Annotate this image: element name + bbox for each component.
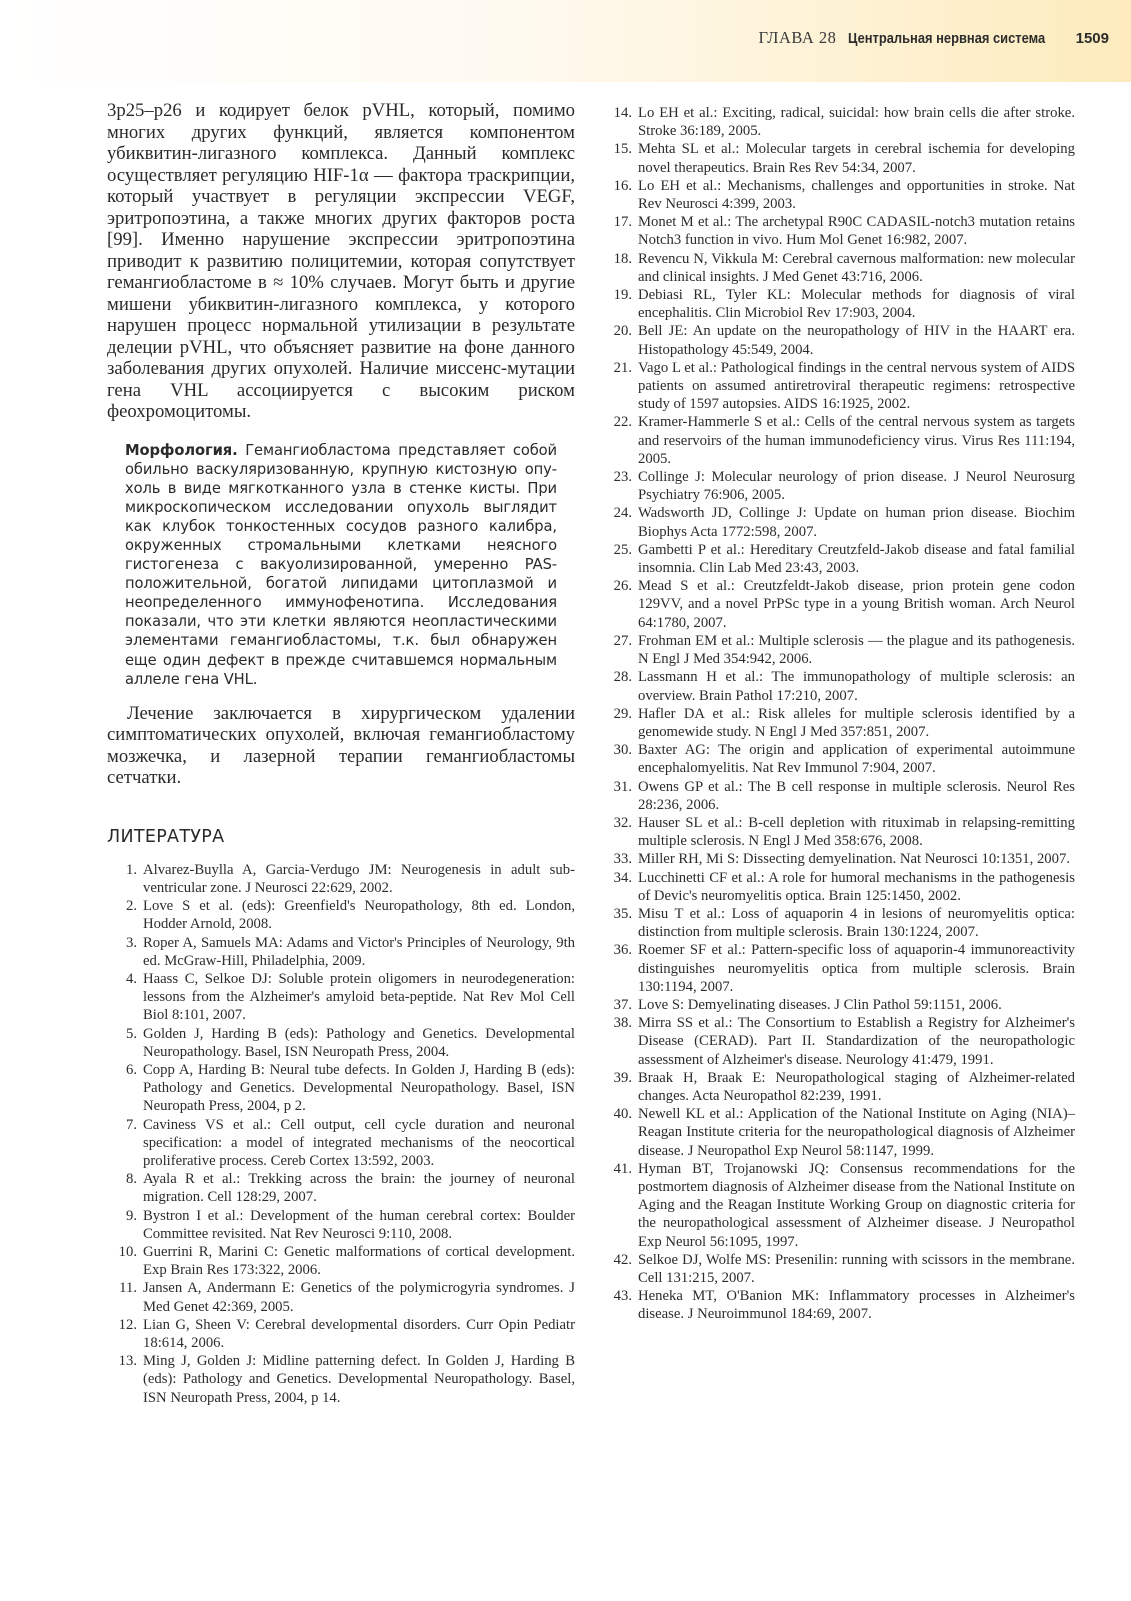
reference-number: 11. bbox=[119, 1280, 137, 1297]
reference-item bbox=[117, 1061, 575, 1116]
reference-text: Haass C, Selkoe DJ: Soluble protein oligomers in neurodegeneration: lessons from the Alzheimer's amyloid beta-peptide. Nat Rev Mol Cell Biol 8:101, 2007. bbox=[143, 970, 575, 1024]
reference-text: Vago L et al.: Pathological findings in the central nervous system of AIDS patients on assumed antiretroviral therapeutic regimens: retrospective study of 1597 autopsies. AIDS 16:1925, 2002. bbox=[638, 359, 1075, 413]
reference-text: Lo EH et al.: Exciting, radical, suicidal: how brain cells die after stroke. Stroke 36:189, 2005. bbox=[638, 105, 1075, 140]
reference-number: 32. bbox=[613, 814, 632, 831]
reference-number: 21. bbox=[613, 359, 632, 376]
reference-text: Heneka MT, O'Banion MK: Inflammatory processes in Alzheimer's disease. J Neuroimmunol 184:69, 2007. bbox=[638, 1288, 1075, 1323]
reference-text: Ayala R et al.: Trekking across the brain: the journey of neuronal migration. Cell 128:29, 2007. bbox=[143, 1171, 575, 1206]
reference-item bbox=[612, 850, 1075, 868]
chapter-label: ГЛАВА 28 bbox=[758, 28, 837, 47]
reference-item bbox=[117, 1279, 575, 1315]
reference-text: Roemer SF et al.: Pattern-specific loss of aquaporin-4 immunoreactivity distinguishes neuromyelitis optica from multiple sclerosis. Brain 130:1194, 2007. bbox=[638, 942, 1075, 995]
reference-number: 41. bbox=[613, 1160, 632, 1177]
reference-item bbox=[612, 905, 1075, 941]
body-paragraph-1: 3p25–p26 и кодирует белок pVHL, который, помимо многих других функций, является компонентом убиквитин-лигазного комплекса. Данный комплекс осуществляет регуляцию HIF-1α — фактора траскрипции, который участвует в регуляции экспрессии VEGF, эритропоэтина, а также многих других факторов роста [99]. Именно нарушение экспрессии эритропоэтина приводит к развитию полицитемии, которая сопутствует гемангиобластоме в ≈ 10% случаев. Могут быть и другие мишени убиквитин-лигазного комплекса, у которого нарушен процесс нормальной утилизации в результате делеции pVHL, что объясняет развитие на фоне данного заболевания других опухолей. Наличие миссенс-мутации гена VHL ассоциируется с высоким риском феохромоцитомы. bbox=[107, 100, 575, 422]
reference-number: 20. bbox=[613, 323, 632, 340]
reference-item bbox=[612, 869, 1075, 905]
reference-text: Guerrini R, Marini C: Genetic malformations of cortical development. Exp Brain Res 173:322, 2006. bbox=[143, 1243, 575, 1279]
reference-item bbox=[612, 1251, 1075, 1287]
reference-number: 16. bbox=[613, 177, 632, 194]
reference-number: 30. bbox=[613, 742, 632, 759]
reference-number: 40. bbox=[613, 1106, 632, 1123]
reference-item bbox=[612, 1014, 1075, 1069]
reference-text: Hafler DA et al.: Risk alleles for multiple sclerosis identified by a genomewide study. N Engl J Med 357:851, 2007. bbox=[638, 705, 1075, 740]
reference-text: Lian G, Sheen V: Cerebral developmental disorders. Curr Opin Pediatr 18:614, 2006. bbox=[143, 1316, 575, 1351]
page-header bbox=[0, 0, 1131, 82]
reference-text: Roper A, Samuels MA: Adams and Victor's Principles of Neurology, 9th ed. McGraw-Hill, Philadelphia, 2009. bbox=[143, 934, 575, 969]
reference-number: 25. bbox=[613, 541, 632, 558]
reference-text: Collinge J: Molecular neurology of prion disease. J Neurol Neurosurg Psychiatry 76:906, 2005. bbox=[638, 469, 1075, 504]
reference-item bbox=[612, 541, 1075, 577]
reference-text: Love S: Demyelinating diseases. J Clin Pathol 59:1151, 2006. bbox=[638, 996, 1002, 1013]
reference-text: Miller RH, Mi S: Dissecting demyelination. Nat Neurosci 10:1351, 2007. bbox=[638, 851, 1071, 868]
reference-item bbox=[612, 1160, 1075, 1251]
reference-item bbox=[612, 468, 1075, 504]
reference-number: 1. bbox=[125, 861, 137, 878]
reference-number: 34. bbox=[613, 869, 632, 886]
reference-number: 37. bbox=[613, 996, 632, 1013]
reference-item bbox=[612, 1287, 1075, 1323]
chapter-title: Центральная нервная система bbox=[848, 30, 1046, 47]
reference-item bbox=[612, 668, 1075, 704]
reference-item bbox=[612, 322, 1075, 358]
reference-text: Braak H, Braak E: Neuropathological staging of Alzheimer-related changes. Acta Neuropathol 82:239, 1991. bbox=[638, 1069, 1075, 1104]
reference-number: 29. bbox=[613, 705, 632, 722]
reference-item bbox=[117, 1316, 575, 1352]
reference-text: Lo EH et al.: Mechanisms, challenges and opportunities in stroke. Nat Rev Neurosci 4:399, 2003. bbox=[638, 177, 1075, 213]
reference-number: 7. bbox=[125, 1116, 137, 1133]
reference-number: 28. bbox=[613, 669, 632, 686]
reference-text: Debiasi RL, Tyler KL: Molecular methods for diagnosis of viral encephalitis. Clin Microbiol Rev 17:903, 2004. bbox=[638, 287, 1075, 322]
right-column bbox=[612, 104, 1075, 1324]
reference-item bbox=[117, 1352, 575, 1407]
morphology-block bbox=[125, 441, 557, 689]
reference-text: Mehta SL et al.: Molecular targets in cerebral ischemia for developing novel therapeutics. Brain Res Rev 54:34, 2007. bbox=[638, 141, 1075, 176]
reference-number: 24. bbox=[613, 505, 632, 522]
reference-text: Copp A, Harding B: Neural tube defects. In Golden J, Harding B (eds): Pathology and Genetics. Developmental Neuropathology. Basel, ISN Neuropath Press, 2004, p 2. bbox=[143, 1061, 575, 1115]
reference-item bbox=[117, 897, 575, 933]
reference-item bbox=[117, 1207, 575, 1243]
literature-heading: ЛИТЕРАТУРА bbox=[107, 826, 225, 847]
reference-text: Mirra SS et al.: The Consortium to Establish a Registry for Alzheimer's Disease (CERAD). Part II. Standardization of the neuropathologic assessment of Alzheimer's disease. Neurology 41:479, 1991. bbox=[638, 1015, 1075, 1068]
reference-item bbox=[612, 705, 1075, 741]
reference-item bbox=[612, 577, 1075, 632]
reference-item bbox=[612, 814, 1075, 850]
reference-text: Lucchinetti CF et al.: A role for humoral mechanisms in the pathogenesis of Devic's neuromyelitis optica. Brain 125:1450, 2002. bbox=[638, 869, 1075, 904]
reference-number: 39. bbox=[613, 1069, 632, 1086]
reference-item bbox=[612, 1069, 1075, 1105]
reference-item bbox=[612, 213, 1075, 249]
reference-text: Kramer-Hammerle S et al.: Cells of the central nervous system as targets and reservoirs of the human immunodeficiency virus. Virus Res 111:194, 2005. bbox=[638, 414, 1075, 467]
reference-text: Selkoe DJ, Wolfe MS: Presenilin: running with scissors in the membrane. Cell 131:215, 2007. bbox=[638, 1251, 1075, 1286]
reference-number: 3. bbox=[125, 934, 137, 951]
reference-number: 8. bbox=[125, 1171, 137, 1188]
reference-item bbox=[612, 286, 1075, 322]
reference-number: 38. bbox=[613, 1015, 632, 1032]
reference-item bbox=[612, 504, 1075, 540]
reference-item bbox=[117, 861, 575, 897]
reference-text: Lassmann H et al.: The immunopathology of multiple sclerosis: an overview. Brain Pathol 17:210, 2007. bbox=[638, 669, 1075, 704]
reference-number: 36. bbox=[613, 942, 632, 959]
reference-number: 26. bbox=[613, 578, 632, 595]
reference-text: Ming J, Golden J: Midline patterning defect. In Golden J, Harding B (eds): Pathology and Genetics. Developmental Neuropathology. Basel, ISN Neuropath Press, 2004, p 14. bbox=[143, 1353, 575, 1406]
reference-number: 14. bbox=[613, 105, 632, 121]
running-head bbox=[758, 28, 1109, 52]
reference-item bbox=[612, 1105, 1075, 1160]
reference-text: Baxter AG: The origin and application of experimental autoimmune encephalomyelitis. Nat Rev Immunol 7:904, 2007. bbox=[638, 742, 1075, 777]
reference-number: 6. bbox=[125, 1061, 137, 1078]
reference-item bbox=[612, 359, 1075, 414]
reference-item bbox=[117, 970, 575, 1025]
reference-number: 15. bbox=[613, 141, 632, 158]
reference-text: Love S et al. (eds): Greenfield's Neuropathology, 8th ed. London, Hodder Arnold, 2008. bbox=[143, 898, 575, 933]
reference-number: 10. bbox=[118, 1243, 137, 1260]
reference-item bbox=[612, 413, 1075, 468]
reference-text: Mead S et al.: Creutzfeldt-Jakob disease, prion protein gene codon 129VV, and a novel PrPSc type in a young British woman. Arch Neurol 64:1780, 2007. bbox=[638, 578, 1075, 631]
reference-item bbox=[117, 1243, 575, 1279]
reference-number: 33. bbox=[613, 851, 632, 868]
reference-item bbox=[612, 140, 1075, 176]
reference-number: 19. bbox=[613, 287, 632, 304]
reference-item bbox=[612, 741, 1075, 777]
reference-text: Bell JE: An update on the neuropathology of HIV in the HAART era. Histopathology 45:549, 2004. bbox=[638, 323, 1075, 358]
reference-text: Alvarez-Buylla A, Garcia-Verdugo JM: Neurogenesis in adult subventricular zone. J Neurosci 22:629, 2002. bbox=[143, 861, 575, 896]
morphology-text: Гемангиобластома представляет собой обильно васкуляризованную, крупную кистозную опухоль в виде мягкотканного узла в стенке кисты. При микроскопическом исследовании опухоль выглядит как клубок тонкостенных сосудов разного калибра, окруженных стромальными клетками неясного гистогенеза с вакуолизированной, умеренно PAS-положительной, богатой липидами цитоплазмой и неопределенного иммунофенотипа. Исследования показали, что эти клетки являются неопластическими элементами гемангиобластомы, т.к. был обнаружен еще один дефект в прежде считавшемся нормальным аллеле гена VHL. bbox=[125, 441, 558, 688]
reference-text: Hyman BT, Trojanowski JQ: Consensus recommendations for the postmortem diagnosis of Alzheimer disease from the National Institute on Aging and the Reagan Institute Working Group on diagnostic criteria for the neuropathological assessment of Alzheimer disease. J Neuropathol Exp Neurol 56:1095, 1997. bbox=[638, 1160, 1075, 1250]
reference-number: 35. bbox=[613, 905, 632, 922]
reference-number: 18. bbox=[613, 250, 632, 267]
reference-item bbox=[612, 632, 1075, 668]
page-number: 1509 bbox=[1075, 30, 1109, 47]
reference-number: 42. bbox=[613, 1251, 632, 1268]
reference-number: 43. bbox=[613, 1288, 632, 1305]
reference-text: Newell KL et al.: Application of the National Institute on Aging (NIA)–Reagan Institute criteria for the neuropathological diagnosis of Alzheimer disease. J Neuropathol Exp Neurol 58:1147, 1999. bbox=[638, 1106, 1075, 1159]
reference-item bbox=[117, 1025, 575, 1061]
reference-text: Frohman EM et al.: Multiple sclerosis — the plague and its pathogenesis. N Engl J Med 354:942, 2006. bbox=[638, 632, 1075, 668]
reference-item bbox=[117, 934, 575, 970]
reference-item bbox=[612, 996, 1075, 1014]
reference-text: Jansen A, Andermann E: Genetics of the polymicrogyria syndromes. J Med Genet 42:369, 2005. bbox=[143, 1280, 575, 1315]
reference-item bbox=[612, 941, 1075, 996]
reference-number: 23. bbox=[613, 469, 632, 486]
reference-number: 31. bbox=[613, 778, 632, 795]
left-column bbox=[107, 100, 575, 1407]
reference-number: 2. bbox=[125, 898, 137, 915]
reference-number: 9. bbox=[125, 1207, 137, 1224]
reference-number: 17. bbox=[613, 214, 632, 231]
reference-text: Monet M et al.: The archetypal R90C CADASIL-notch3 mutation retains Notch3 function in vivo. Hum Mol Genet 16:982, 2007. bbox=[638, 214, 1075, 249]
reference-number: 22. bbox=[613, 414, 632, 431]
reference-text: Revencu N, Vikkula M: Cerebral cavernous malformation: new molecular and clinical insights. J Med Genet 43:716, 2006. bbox=[638, 250, 1075, 285]
body-paragraph-2: Лечение заключается в хирургическом удалении симптоматических опухолей, включая гемангиобластому мозжечка, и лазерной терапии гемангиобластомы сетчатки. bbox=[107, 702, 575, 789]
reference-text: Golden J, Harding B (eds): Pathology and Genetics. Developmental Neuropathology. Basel, ISN Neuropath Press, 2004. bbox=[143, 1025, 575, 1060]
reference-list-left bbox=[107, 861, 575, 1407]
reference-item bbox=[612, 778, 1075, 814]
reference-item bbox=[117, 1116, 575, 1171]
reference-number: 5. bbox=[125, 1025, 137, 1042]
reference-item bbox=[117, 1170, 575, 1206]
reference-item bbox=[612, 104, 1075, 140]
reference-item bbox=[612, 177, 1075, 213]
reference-text: Hauser SL et al.: B-cell depletion with rituximab in relapsing-remitting multiple sclerosis. N Engl J Med 358:676, 2008. bbox=[638, 814, 1075, 850]
reference-text: Wadsworth JD, Collinge J: Update on human prion disease. Biochim Biophys Acta 1772:598, 2007. bbox=[638, 505, 1075, 540]
reference-list-right bbox=[612, 104, 1075, 1324]
reference-text: Gambetti P et al.: Hereditary Creutzfeld-Jakob disease and fatal familial insomnia. Clin Lab Med 23:43, 2003. bbox=[638, 541, 1075, 577]
reference-item bbox=[612, 250, 1075, 286]
reference-number: 13. bbox=[118, 1353, 137, 1370]
reference-number: 27. bbox=[613, 632, 632, 649]
reference-number: 12. bbox=[118, 1316, 137, 1333]
reference-text: Bystron I et al.: Development of the human cerebral cortex: Boulder Committee revisited. Nat Rev Neurosci 9:110, 2008. bbox=[143, 1207, 575, 1242]
morphology-heading: Морфология. bbox=[125, 441, 238, 459]
reference-text: Misu T et al.: Loss of aquaporin 4 in lesions of neuromyelitis optica: distinction from multiple sclerosis. Brain 130:1224, 2007. bbox=[638, 905, 1075, 941]
reference-number: 4. bbox=[125, 970, 137, 987]
reference-text: Caviness VS et al.: Cell output, cell cycle duration and neuronal specification: a model of integrated mechanisms of the neocortical proliferative process. Cereb Cortex 13:592, 2003. bbox=[143, 1116, 575, 1169]
reference-text: Owens GP et al.: The B cell response in multiple sclerosis. Neurol Res 28:236, 2006. bbox=[638, 778, 1075, 813]
